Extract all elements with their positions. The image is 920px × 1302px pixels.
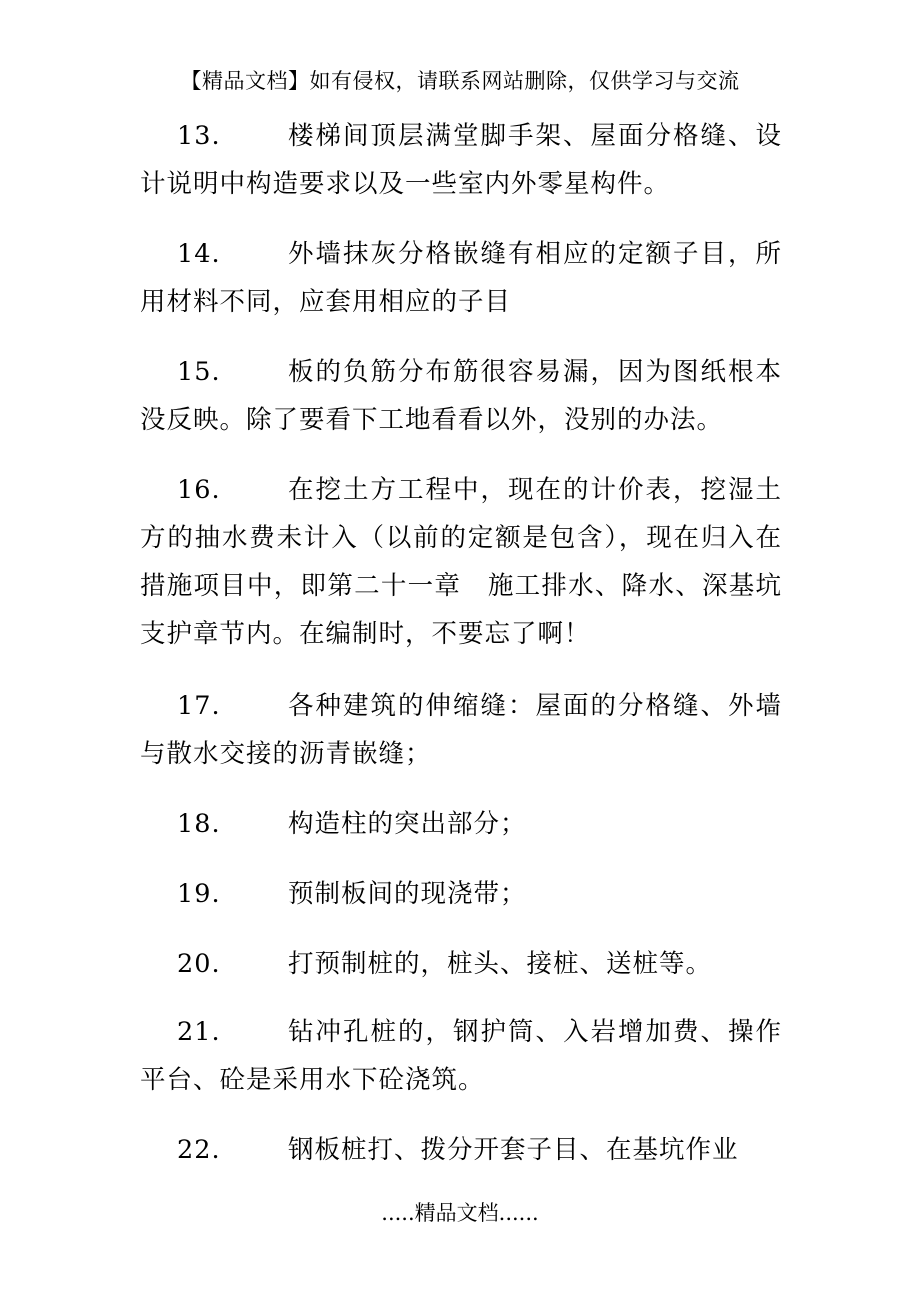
list-item <box>140 466 782 658</box>
item-number: 22. <box>177 1135 221 1165</box>
item-text: 各种建筑的伸缩缝：屋面的分格缝、外墙与散水交接的沥青嵌缝； <box>140 691 782 769</box>
item-text: 钢板桩打、拨分开套子目、在基坑作业 <box>288 1135 739 1165</box>
item-text: 楼梯间顶层满堂脚手架、屋面分格缝、设计说明中构造要求以及一些室内外零星构件。 <box>140 121 782 199</box>
item-number: 13. <box>177 121 221 151</box>
item-text: 在挖土方工程中，现在的计价表，挖湿土方的抽水费未计入（以前的定额是包含），现在归入在措施项目中，即第二十一章 施工排水、降水、深基坑支护章节内。在编制时，不要忘了啊！ <box>140 475 782 649</box>
list-item <box>140 1008 782 1104</box>
item-text: 板的负筋分布筋很容易漏，因为图纸根本没反映。除了要看下工地看看以外，没别的办法。 <box>140 357 782 435</box>
list-item <box>140 800 782 848</box>
list-item <box>140 112 782 208</box>
item-number: 17. <box>177 691 221 721</box>
list-item <box>140 940 782 988</box>
item-text: 钻冲孔桩的，钢护筒、入岩增加费、操作平台、砼是采用水下砼浇筑。 <box>140 1017 782 1095</box>
item-text: 预制板间的现浇带； <box>288 879 527 909</box>
item-text: 外墙抹灰分格嵌缝有相应的定额子目，所用材料不同，应套用相应的子目 <box>140 239 782 317</box>
page-header-notice: 【精品文档】如有侵权，请联系网站删除，仅供学习与交流 <box>180 69 740 93</box>
list-item <box>140 682 782 778</box>
item-number: 21. <box>177 1017 221 1047</box>
item-number: 15. <box>177 357 221 387</box>
item-text: 构造柱的突出部分； <box>288 809 527 839</box>
list-item <box>140 348 782 444</box>
item-number: 14. <box>177 239 221 269</box>
item-number: 19. <box>177 879 221 909</box>
item-text: 打预制桩的，桩头、接桩、送桩等。 <box>288 949 713 979</box>
item-number: 16. <box>177 475 221 505</box>
item-number: 18. <box>177 809 221 839</box>
list-item <box>140 230 782 326</box>
item-number: 20. <box>177 949 221 979</box>
list-item <box>140 1126 782 1174</box>
page-footer: .....精品文档...... <box>381 1201 539 1225</box>
list-item <box>140 870 782 918</box>
